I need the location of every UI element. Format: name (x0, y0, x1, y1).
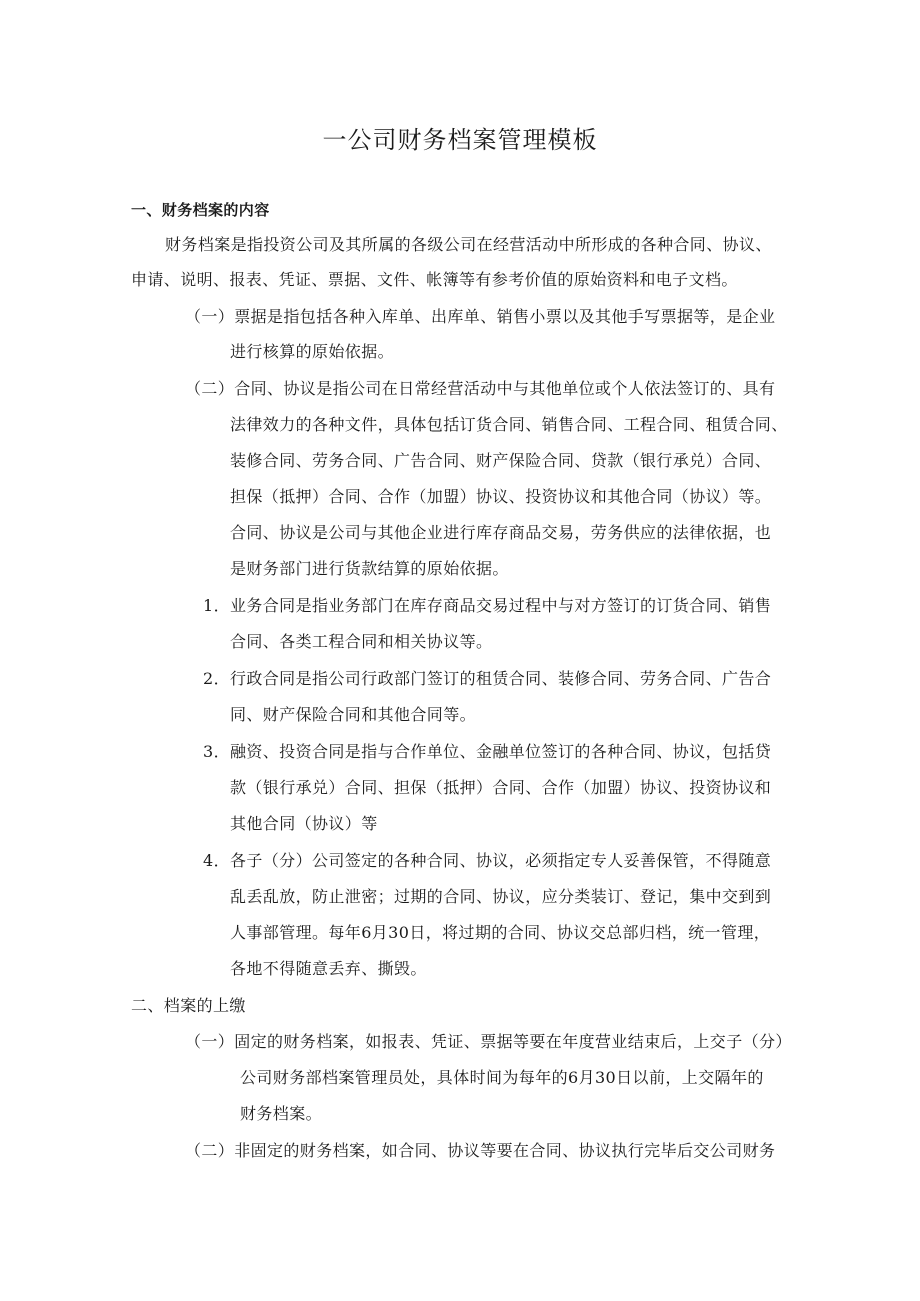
document-title: 一公司财务档案管理模板 (322, 126, 598, 154)
sub-item-line: 款（银行承兑）合同、担保（抵押）合同、合作（加盟）协议、投资协议和 (230, 778, 772, 797)
list-item-line: （一）固定的财务档案，如报表、凭证、票据等要在年度营业结束后，上交子（分） (185, 1032, 792, 1051)
sub-item-line: 人事部管理。每年6月30日，将过期的合同、协议交总部归档，统一管理， (230, 923, 771, 942)
list-item-line: 合同、协议是公司与其他企业进行库存商品交易，劳务供应的法律依据，也 (230, 523, 772, 542)
sub-item-line: 乱丢乱放，防止泄密；过期的合同、协议，应分类装订、登记，集中交到到 (230, 887, 772, 906)
list-item-line: （二）非固定的财务档案，如合同、协议等要在合同、协议执行完毕后交公司财务 (185, 1141, 776, 1160)
sub-item-line: 同、财产保险合同和其他合同等。 (230, 705, 477, 724)
list-item-line: 装修合同、劳务合同、广告合同、财产保险合同、贷款（银行承兑）合同、 (230, 451, 772, 470)
paragraph-line: 财务档案是指投资公司及其所属的各级公司在经营活动中所形成的各种合同、协议、 (165, 235, 772, 254)
list-item-line: 担保（抵押）合同、合作（加盟）协议、投资协议和其他合同（协议）等。 (230, 487, 772, 506)
section-heading-submission: 二、档案的上缴 (131, 996, 246, 1015)
list-item-line: 法律效力的各种文件，具体包括订货合同、销售合同、工程合同、租赁合同、 (230, 415, 788, 434)
section-heading-contents: 一、财务档案的内容 (131, 201, 270, 219)
sub-item-line: 2．行政合同是指公司行政部门签订的租赁合同、装修合同、劳务合同、广告合 (203, 669, 772, 688)
list-item-line: 进行核算的原始依据。 (230, 342, 395, 361)
sub-item-line: 1．业务合同是指业务部门在库存商品交易过程中与对方签订的订货合同、销售 (203, 596, 772, 615)
list-item-line: 财务档案。 (240, 1104, 323, 1123)
paragraph-line: 申请、说明、报表、凭证、票据、文件、帐簿等有参考价值的原始资料和电子文档。 (131, 270, 738, 289)
list-item-line: 是财务部门进行货款结算的原始依据。 (230, 559, 509, 578)
sub-item-line: 各地不得随意丢弃、撕毁。 (230, 959, 427, 978)
sub-item-line: 4．各子（分）公司签定的各种合同、协议，必须指定专人妥善保管，不得随意 (203, 851, 772, 870)
list-item-line: （一）票据是指包括各种入库单、出库单、销售小票以及其他手写票据等，是企业 (185, 307, 776, 326)
sub-item-line: 其他合同（协议）等 (230, 814, 378, 833)
sub-item-line: 合同、各类工程合同和相关协议等。 (230, 632, 493, 651)
list-item-line: 公司财务部档案管理员处，具体时间为每年的6月30日以前，上交隔年的 (240, 1068, 764, 1087)
sub-item-line: 3．融资、投资合同是指与合作单位、金融单位签订的各种合同、协议，包括贷 (203, 742, 772, 761)
list-item-line: （二）合同、协议是指公司在日常经营活动中与其他单位或个人依法签订的、具有 (185, 379, 776, 398)
